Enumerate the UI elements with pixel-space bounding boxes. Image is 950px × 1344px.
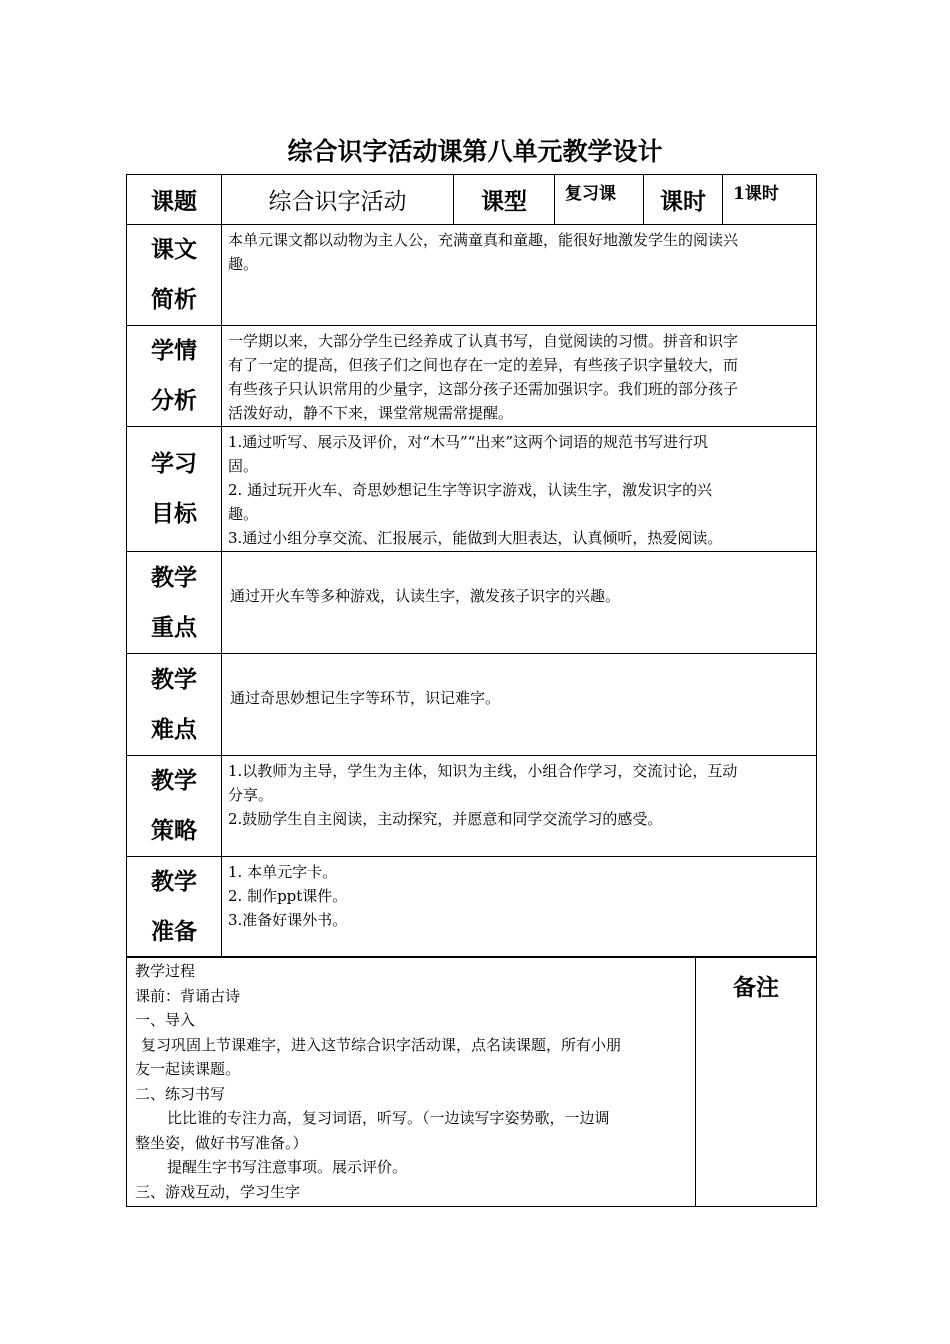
lesson-plan-table <box>126 174 817 958</box>
process-content <box>127 957 696 1207</box>
row-label-line: 课文 <box>151 236 197 263</box>
row-content <box>222 225 817 326</box>
row-label-line: 难点 <box>151 715 197 743</box>
content-line: 3.通过小组分享交流、汇报展示，能做到大胆表达，认真倾听，热爱阅读。 <box>228 529 723 547</box>
content-line: 有了一定的提高，但孩子们之间也存在一定的差异，有些孩子识字量较大，而 <box>228 356 739 374</box>
process-line: 二、练习书写 <box>135 1084 226 1103</box>
process-line: 课前：背诵古诗 <box>135 986 241 1005</box>
row-label-line: 教学 <box>151 665 197 693</box>
row-label-line: 分析 <box>151 387 197 414</box>
type-value: 复习课 <box>555 175 644 225</box>
content-line: 分享。 <box>228 786 274 804</box>
row-label-line: 教学 <box>151 868 197 895</box>
process-line: 复习巩固上节课难字，进入这节综合识字活动课，点名读课题，所有小朋 <box>141 1035 622 1054</box>
row-content <box>222 552 817 654</box>
process-line: 友一起读课题。 <box>135 1060 241 1078</box>
process-line: 整坐姿，做好书写准备。） <box>135 1133 308 1152</box>
content-line: 活泼好动，静不下来，课堂常规需常提醒。 <box>228 404 514 422</box>
process-row <box>127 957 817 1207</box>
row-label <box>127 427 222 552</box>
table-row <box>127 326 817 427</box>
table-row <box>127 857 817 958</box>
row-label <box>127 552 222 654</box>
hours-value: 1课时 <box>723 175 817 225</box>
table-row <box>127 552 817 654</box>
process-table <box>126 956 817 1207</box>
row-content <box>222 326 817 427</box>
content-line: 1.通过听写、展示及评价，对“木马”“出来”这两个词语的规范书写进行巩 <box>228 433 708 451</box>
hours-label: 课时 <box>644 175 723 225</box>
content-line: 有些孩子只认识常用的少量字，这部分孩子还需加强识字。我们班的部分孩子 <box>228 380 739 398</box>
row-label <box>127 225 222 326</box>
row-label <box>127 857 222 958</box>
process-line: 教学过程 <box>135 962 196 980</box>
content-line: 2. 通过玩开火车、奇思妙想记生字等识字游戏，认读生字，激发识字的兴 <box>228 481 713 499</box>
process-line: 提醒生字书写注意事项。展示评价。 <box>167 1158 408 1176</box>
process-line: 三、游戏互动，学习生字 <box>135 1182 301 1201</box>
row-label-line: 简析 <box>151 286 197 313</box>
row-label-line: 教学 <box>151 767 197 794</box>
content-line: 1.以教师为主导，学生为主体，知识为主线，小组合作学习，交流讨论，互动 <box>228 762 738 780</box>
row-label-line: 准备 <box>151 918 197 945</box>
content-line: 趣。 <box>228 255 259 273</box>
content-line: 2.鼓励学生自主阅读，主动探究，并愿意和同学交流学习的感受。 <box>228 810 663 828</box>
content-line: 3.准备好课外书。 <box>228 911 348 929</box>
row-label-line: 策略 <box>151 817 197 844</box>
content-line: 一学期以来，大部分学生已经养成了认真书写，自觉阅读的习惯。拼音和识字 <box>228 332 739 350</box>
content-line: 趣。 <box>228 505 259 523</box>
header-row <box>127 175 817 225</box>
table-row <box>127 654 817 756</box>
row-label <box>127 756 222 857</box>
row-label <box>127 326 222 427</box>
row-label-line: 重点 <box>151 613 197 641</box>
content-line: 2. 制作ppt课件。 <box>228 887 348 905</box>
row-label-line: 学习 <box>151 450 197 477</box>
content-line: 固。 <box>228 457 259 475</box>
row-content <box>222 857 817 958</box>
content-line: 1. 本单元字卡。 <box>228 863 338 881</box>
process-line: 比比谁的专注力高，复习词语，听写。（一边读写字姿势歌，一边调 <box>167 1109 610 1127</box>
table-row <box>127 225 817 326</box>
page-title: 综合识字活动课第八单元教学设计 <box>287 137 663 166</box>
row-content <box>222 427 817 552</box>
row-content <box>222 756 817 857</box>
row-label <box>127 654 222 756</box>
row-content <box>222 654 817 756</box>
topic-label: 课题 <box>127 175 222 225</box>
row-label-line: 教学 <box>151 563 197 591</box>
remark-label: 备注 <box>696 957 817 1207</box>
table-row <box>127 427 817 552</box>
process-line: 一、导入 <box>135 1011 196 1029</box>
row-label-line: 学情 <box>151 337 197 364</box>
topic-value: 综合识字活动 <box>222 175 454 225</box>
table-row <box>127 756 817 857</box>
type-label: 课型 <box>454 175 555 225</box>
content-line: 通过奇思妙想记生字等环节，识记难字。 <box>230 688 501 707</box>
content-line: 本单元课文都以动物为主人公，充满童真和童趣，能很好地激发学生的阅读兴 <box>228 231 739 249</box>
row-label-line: 目标 <box>151 500 197 527</box>
content-line: 通过开火车等多种游戏，认读生字，激发孩子识字的兴趣。 <box>230 586 621 605</box>
